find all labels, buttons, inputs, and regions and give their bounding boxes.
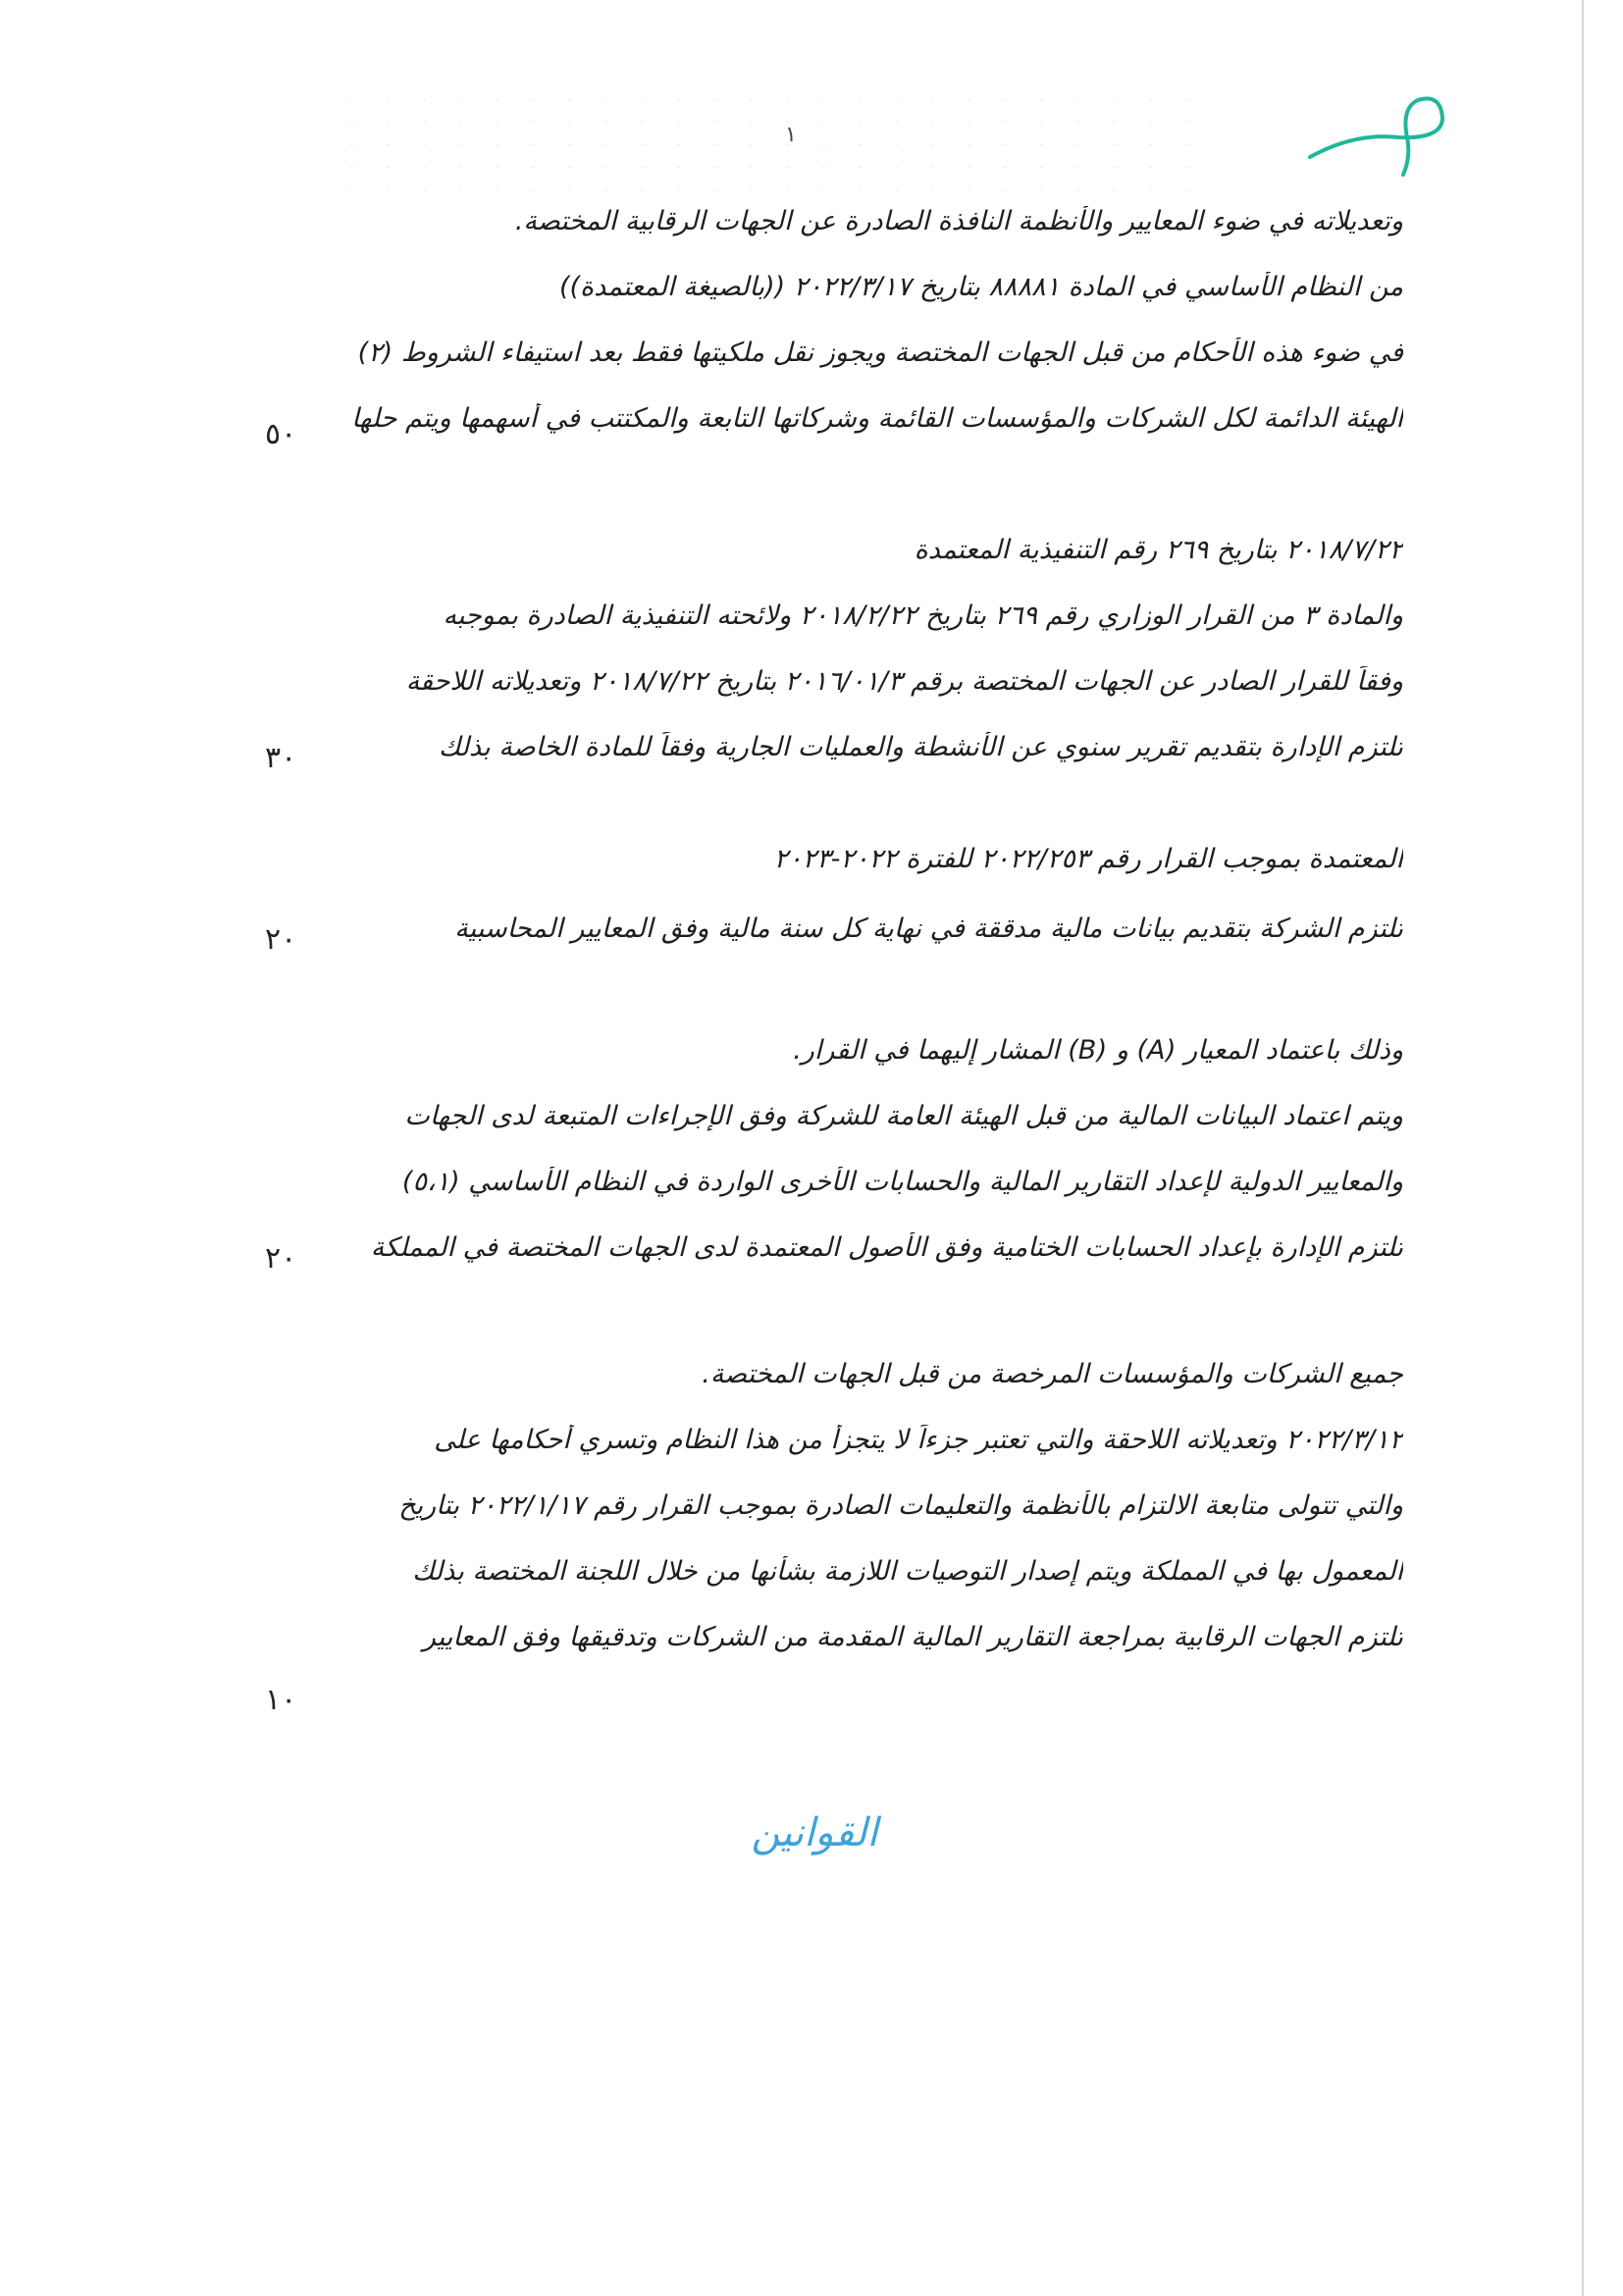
section-paragraph — [343, 844, 1403, 944]
scan-noise — [334, 88, 1217, 196]
section-paragraph — [343, 1359, 1403, 1652]
text-line: تلتزم الإدارة بإعداد الحسابات الختامية وفق الأصول المعتمدة لدى الجهات المختصة في المملكة — [370, 1232, 1403, 1263]
text-line: والتي تتولى متابعة الالتزام بالأنظمة والتعليمات الصادرة بموجب القرار رقم ٢٠٢٢/١/١٧ بتاريخ — [398, 1490, 1403, 1521]
text-line: ٢٠١٨/٧/٢٢ بتاريخ ٢٦٩ رقم التنفيذية المعتمدة — [914, 535, 1403, 565]
section-paragraph — [343, 206, 1403, 434]
section-paragraph — [343, 1035, 1403, 1263]
text-line: جميع الشركات والمؤسسات المرخصة من قبل الجهات المختصة. — [702, 1359, 1403, 1389]
text-line: ويتم اعتماد البيانات المالية من قبل الهيئة العامة للشركة وفق الإجراءات المتبعة لدى الجهات — [404, 1101, 1403, 1131]
section-number: ٣٠ — [265, 741, 297, 775]
text-line: ٢٠٢٢/٣/١٢ وتعديلاته اللاحقة والتي تعتبر جزءاً لا يتجزأ من هذا النظام وتسري أحكامها على — [434, 1425, 1403, 1455]
text-line: والمادة ٣ من القرار الوزاري رقم ٢٦٩ بتاريخ ٢٠١٨/٢/٢٢ ولائحته التنفيذية الصادرة بموجبه — [443, 600, 1403, 631]
section-number: ٢٠ — [265, 1241, 297, 1276]
page-edge — [1582, 0, 1584, 2296]
text-line: وفقاً للقرار الصادر عن الجهات المختصة برقم ٢٠١٦/٠١/٣ بتاريخ ٢٠١٨/٧/٢٢ وتعديلاته اللاحقة — [405, 666, 1403, 697]
text-line: تلتزم الشركة بتقديم بيانات مالية مدققة في نهاية كل سنة مالية وفق المعايير المحاسبية — [454, 913, 1403, 944]
text-line: تلتزم الإدارة بتقديم تقرير سنوي عن الأنشطة والعمليات الجارية وفقاً للمادة الخاصة بذلك — [438, 732, 1403, 762]
section-number: ١٠ — [265, 1683, 297, 1717]
handwritten-signature-mark — [1305, 78, 1452, 177]
text-line: والمعايير الدولية لإعداد التقارير المالية والحسابات الأخرى الواردة في النظام الأساسي (٥،١) — [401, 1167, 1403, 1197]
text-line: وذلك باعتماد المعيار (A) و (B) المشار إليهما في القرار. — [793, 1035, 1403, 1066]
page-number: ١ — [785, 123, 797, 147]
section-number: ٢٠ — [265, 922, 297, 957]
text-line: الهيئة الدائمة لكل الشركات والمؤسسات القائمة وشركاتها التابعة والمكتتب في أسهمها ويتم حلها — [351, 403, 1403, 434]
text-line: في ضوء هذه الأحكام من قبل الجهات المختصة ويجوز نقل ملكيتها فقط بعد استيفاء الشروط (٢) — [357, 338, 1403, 368]
text-line: المعتمدة بموجب القرار رقم ٢٠٢٢/٢٥٣ للفترة ٢٠٢٢-٢٠٢٣ — [773, 844, 1403, 874]
stamp-signature: القوانين — [751, 1810, 878, 1855]
text-line: المعمول بها في المملكة ويتم إصدار التوصيات اللازمة بشأنها من خلال اللجنة المختصة بذلك — [412, 1556, 1403, 1587]
section-number: ٥٠ — [265, 417, 297, 451]
text-line: وتعديلاته في ضوء المعايير والأنظمة النافذة الصادرة عن الجهات الرقابية المختصة. — [514, 206, 1403, 236]
text-line: تلتزم الجهات الرقابية بمراجعة التقارير المالية المقدمة من الشركات وتدقيقها وفق المعايير — [422, 1622, 1403, 1652]
text-line: من النظام الأساسي في المادة ٨٨٨٨١ بتاريخ ٢٠٢٢/٣/١٧ ((بالصيغة المعتمدة)) — [558, 272, 1403, 302]
section-paragraph — [343, 535, 1403, 762]
